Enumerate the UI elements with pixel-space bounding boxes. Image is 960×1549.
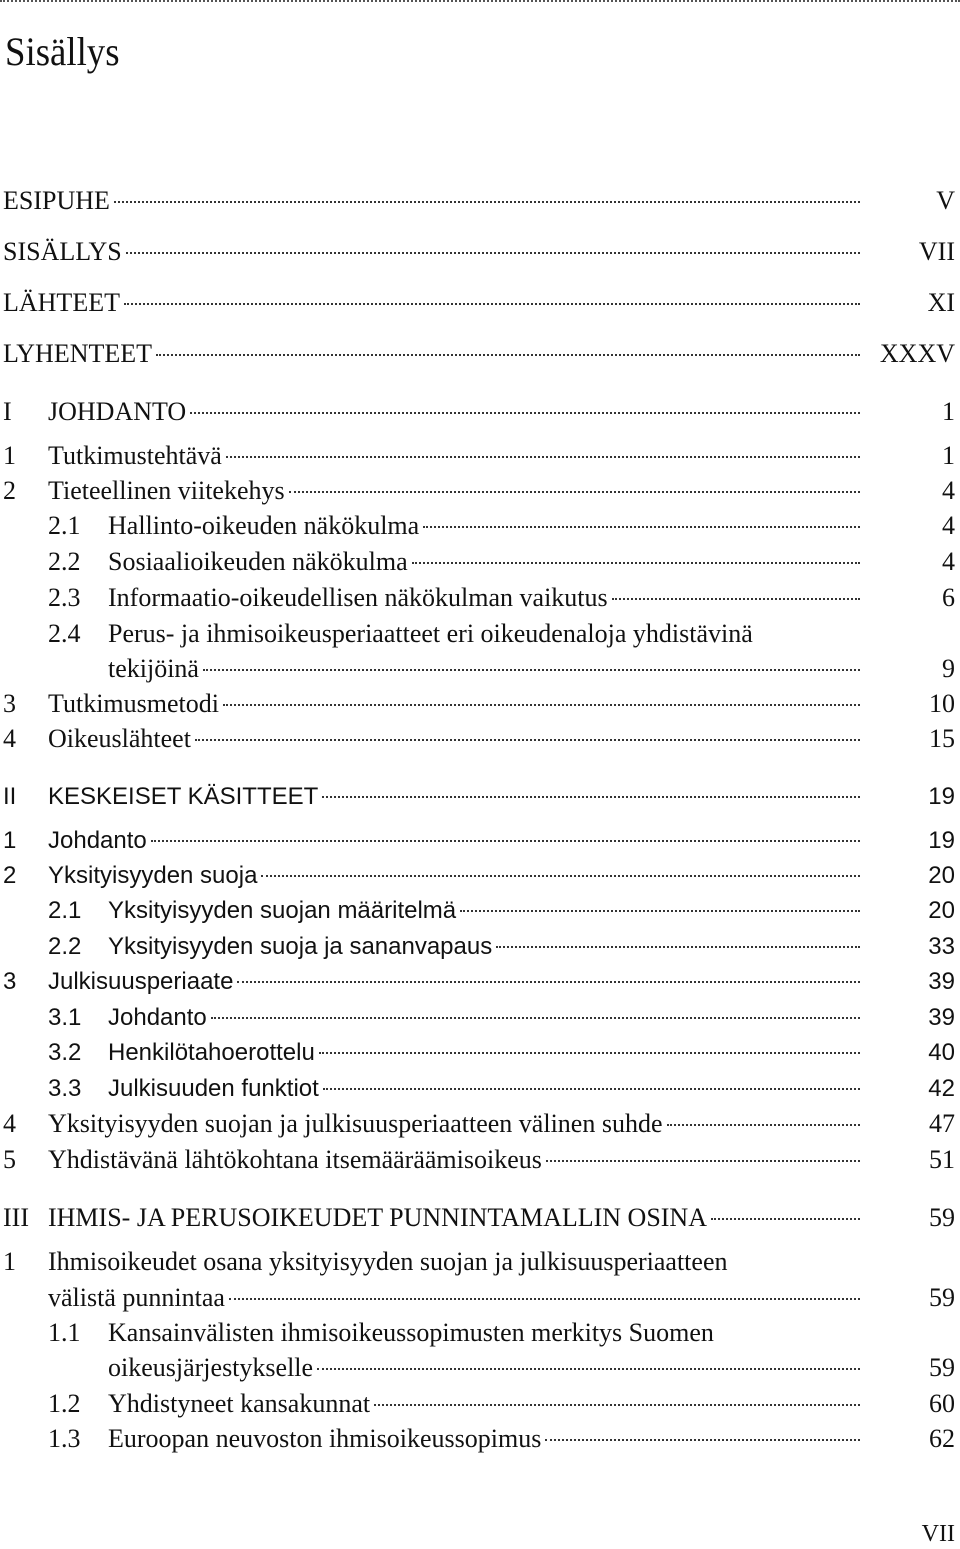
toc-entry-title: Yksityisyyden suojan ja julkisuusperiaatteen välinen suhde [48, 1109, 663, 1138]
dot-leader [203, 669, 860, 671]
toc-entry-title-line: Perus- ja ihmisoikeusperiaatteet eri oikeudenaloja yhdistävinä [108, 619, 753, 648]
toc-entry-number: 4 [3, 1109, 16, 1138]
toc-entry-title: tekijöinä [108, 654, 199, 683]
toc-entry-title-wrap [48, 473, 860, 509]
toc-entry-page: 39 [928, 968, 955, 995]
toc-entry-page: 42 [928, 1075, 955, 1102]
toc-entry [0, 1200, 955, 1236]
toc-entry-number: 2 [3, 862, 17, 889]
dot-leader [317, 1368, 860, 1370]
toc-entry-page: 19 [928, 783, 955, 810]
toc-entry-title-wrap [3, 285, 860, 321]
toc-entry-number: 2.4 [48, 619, 81, 648]
toc-entry-title: Hallinto-oikeuden näkökulma [108, 511, 420, 540]
toc-entry-title: SISÄLLYS [3, 237, 122, 266]
toc-entry [0, 473, 955, 509]
toc-entry-title-wrap [48, 1106, 860, 1142]
toc-entry [0, 1000, 955, 1036]
toc-entry-page: 6 [942, 583, 955, 612]
toc-entry [0, 1315, 955, 1351]
toc-entry-title: JOHDANTO [48, 397, 187, 426]
toc-entry [0, 234, 955, 270]
toc-entry-title-wrap [3, 234, 860, 270]
toc-entry-page: 10 [929, 689, 955, 718]
dot-leader [211, 1017, 860, 1019]
toc-entry [0, 394, 955, 430]
toc-entry-page: VII [918, 237, 955, 266]
toc-entry [0, 285, 955, 321]
dot-leader [374, 1404, 860, 1406]
toc-entry-number: 2.1 [48, 511, 81, 540]
toc-entry-title-wrap [48, 964, 860, 1000]
toc-entry-title-wrap [48, 721, 860, 757]
toc-entry-number: 1.1 [48, 1318, 81, 1347]
toc-entry-page: 19 [928, 827, 955, 854]
toc-entry-title-wrap [108, 1386, 860, 1422]
toc-entry-page: 1 [942, 441, 955, 470]
toc-entry-title: KESKEISET KÄSITTEET [48, 783, 319, 810]
toc-entry-page: XI [927, 288, 955, 317]
toc-entry-title: Tutkimusmetodi [48, 689, 219, 718]
dot-leader [460, 910, 860, 912]
toc-entry [0, 686, 955, 722]
dot-leader [496, 946, 860, 948]
toc-entry-page: 39 [928, 1004, 955, 1031]
toc-entry-page: V [936, 186, 955, 215]
toc-entry-number: 3 [3, 968, 17, 995]
toc-entry-title-wrap [48, 779, 860, 815]
toc-entry [0, 1421, 955, 1457]
toc-entry [0, 929, 955, 965]
dot-leader [667, 1124, 861, 1126]
toc-entry-number: 1.2 [48, 1389, 81, 1418]
dot-leader [114, 201, 860, 203]
toc-entry-page: 4 [942, 547, 955, 576]
toc-entry-title-wrap [48, 823, 860, 859]
toc-entry-title-line: Kansainvälisten ihmisoikeussopimusten merkitys Suomen [108, 1318, 714, 1347]
toc-entry-title: Johdanto [108, 1004, 207, 1031]
toc-entry-title: LYHENTEET [3, 339, 153, 368]
toc-entry-page: 15 [929, 724, 955, 753]
toc-entry-title: Tieteellinen viitekehys [48, 476, 285, 505]
dot-leader [226, 456, 860, 458]
dot-leader [151, 840, 860, 842]
dot-leader [711, 1218, 860, 1220]
toc-entry-title: Yksityisyyden suoja ja sananvapaus [108, 933, 493, 960]
toc-entry-page: 20 [928, 897, 955, 924]
toc-entry-title: välistä punnintaa [48, 1283, 225, 1312]
toc-entry [0, 858, 955, 894]
toc-entry-title: ESIPUHE [3, 186, 110, 215]
toc-entry [0, 1244, 955, 1280]
toc-entry-number: 3.2 [48, 1039, 82, 1066]
toc-entry-title: oikeusjärjestykselle [108, 1353, 314, 1382]
toc-entry-number: 2.3 [48, 583, 81, 612]
toc-entry-title-wrap [108, 544, 860, 580]
toc-entry-title: Tutkimustehtävä [48, 441, 222, 470]
toc-entry-title: Sosiaalioikeuden näkökulma [108, 547, 408, 576]
toc-entry-number: III [3, 1203, 29, 1232]
toc-entry-page: 59 [929, 1353, 955, 1382]
toc-entry-title-wrap [108, 1421, 860, 1457]
toc-entry-title-wrap [108, 508, 860, 544]
toc-entry-number: 1.3 [48, 1424, 81, 1453]
toc-entry-title: Oikeuslähteet [48, 724, 191, 753]
page-title: Sisällys [5, 29, 120, 74]
toc-entry-title-wrap [3, 336, 860, 372]
toc-entry-title-wrap [108, 1071, 860, 1107]
toc-entry-page: 51 [929, 1145, 955, 1174]
toc-entry-title-wrap [108, 893, 860, 929]
dot-leader [156, 354, 860, 356]
toc-entry-page: 59 [929, 1203, 955, 1232]
toc-entry-page: 4 [942, 511, 955, 540]
toc-entry-number: I [3, 397, 12, 426]
toc-entry-title-wrap [48, 438, 860, 474]
toc-entry-title: IHMIS- JA PERUSOIKEUDET PUNNINTAMALLIN OSINA [48, 1203, 707, 1232]
toc-entry-title: Yhdistyneet kansakunnat [108, 1389, 371, 1418]
toc-entry-title-wrap [108, 1000, 860, 1036]
toc-entry-title-wrap [108, 1350, 860, 1386]
toc-entry-title-wrap [108, 580, 860, 616]
toc-entry-continuation [0, 1350, 955, 1386]
toc-entry [0, 964, 955, 1000]
toc-entry-page: 60 [929, 1389, 955, 1418]
toc-entry-title-wrap [108, 1035, 860, 1071]
toc-entry [0, 823, 955, 859]
toc-entry-title-line: Ihmisoikeudet osana yksityisyyden suojan ja julkisuusperiaatteen [48, 1247, 728, 1276]
dot-leader [612, 598, 860, 600]
toc-entry-title-wrap [48, 1200, 860, 1236]
toc-entry-page: 20 [928, 862, 955, 889]
toc-entry-title: Johdanto [48, 827, 147, 854]
page-folio: VII [921, 1521, 955, 1547]
toc-entry [0, 721, 955, 757]
toc-entry-page: 4 [942, 476, 955, 505]
toc-entry-number: 2.2 [48, 933, 82, 960]
toc-entry-number: 3.1 [48, 1004, 82, 1031]
toc-entry [0, 893, 955, 929]
toc-entry-title-wrap [48, 686, 860, 722]
toc-entry-continuation [0, 1280, 955, 1316]
dot-leader [322, 796, 860, 798]
toc-entry-title-wrap [3, 183, 860, 219]
toc-entry-title-wrap [48, 1280, 860, 1316]
toc-entry [0, 544, 955, 580]
toc-entry [0, 183, 955, 219]
toc-entry [0, 1071, 955, 1107]
toc-entry-title-wrap [108, 651, 860, 687]
toc-entry-title-wrap [108, 929, 860, 965]
toc-entry-title: Yhdistävänä lähtökohtana itsemääräämisoikeus [48, 1145, 542, 1174]
toc-entry-number: 5 [3, 1145, 16, 1174]
toc-entry [0, 1386, 955, 1422]
dot-leader [190, 412, 860, 414]
dot-leader [319, 1052, 860, 1054]
dot-leader [223, 704, 860, 706]
toc-entry-title: Henkilötahoerottelu [108, 1039, 315, 1066]
toc-entry-title: Euroopan neuvoston ihmisoikeussopimus [108, 1424, 542, 1453]
toc-entry [0, 1035, 955, 1071]
toc-entry-title: Julkisuusperiaate [48, 968, 234, 995]
toc-entry [0, 779, 955, 815]
dot-leader [126, 252, 860, 254]
dot-leader [546, 1160, 860, 1162]
dot-leader [229, 1298, 860, 1300]
dot-leader [195, 739, 860, 741]
toc-entry-number: 1 [3, 1247, 16, 1276]
toc-entry-page: XXXV [879, 339, 955, 368]
dot-leader [323, 1088, 860, 1090]
toc-entry-title: Yksityisyyden suojan määritelmä [108, 897, 457, 924]
toc-entry-number: 2 [3, 476, 16, 505]
toc-entry-title: Informaatio-oikeudellisen näkökulman vaikutus [108, 583, 608, 612]
toc-entry [0, 1106, 955, 1142]
toc-entry-page: 33 [928, 933, 955, 960]
toc-entry-number: II [3, 783, 17, 810]
dot-leader [423, 526, 860, 528]
toc-entry [0, 616, 955, 652]
toc-entry [0, 1142, 955, 1178]
toc-entry-number: 3 [3, 689, 16, 718]
toc-entry-number: 2.1 [48, 897, 82, 924]
toc-entry [0, 336, 955, 372]
toc-entry-title-wrap [48, 1142, 860, 1178]
dot-leader [124, 303, 860, 305]
toc-entry-title: Yksityisyyden suoja [48, 862, 258, 889]
toc-entry-page: 1 [942, 397, 955, 426]
toc-entry-page: 62 [929, 1424, 955, 1453]
dot-leader [261, 875, 860, 877]
toc-entry-page: 40 [928, 1039, 955, 1066]
toc-entry-continuation [0, 651, 955, 687]
dot-leader [545, 1439, 860, 1441]
dot-leader [289, 491, 860, 493]
toc-entry-number: 2.2 [48, 547, 81, 576]
toc-entry-number: 3.3 [48, 1075, 82, 1102]
dot-leader [412, 562, 860, 564]
toc-entry [0, 508, 955, 544]
toc-entry-title: Julkisuuden funktiot [108, 1075, 319, 1102]
toc-entry-number: 1 [3, 827, 17, 854]
toc-entry [0, 438, 955, 474]
toc-entry [0, 580, 955, 616]
toc-entry-page: 59 [929, 1283, 955, 1312]
toc-entry-page: 47 [929, 1109, 955, 1138]
toc-entry-number: 4 [3, 724, 16, 753]
toc-entry-title-wrap [48, 858, 860, 894]
toc-entry-number: 1 [3, 441, 16, 470]
toc-entry-title: LÄHTEET [3, 288, 120, 317]
toc-entry-page: 9 [942, 654, 955, 683]
dot-leader [237, 981, 860, 983]
toc-entry-title-wrap [48, 394, 860, 430]
